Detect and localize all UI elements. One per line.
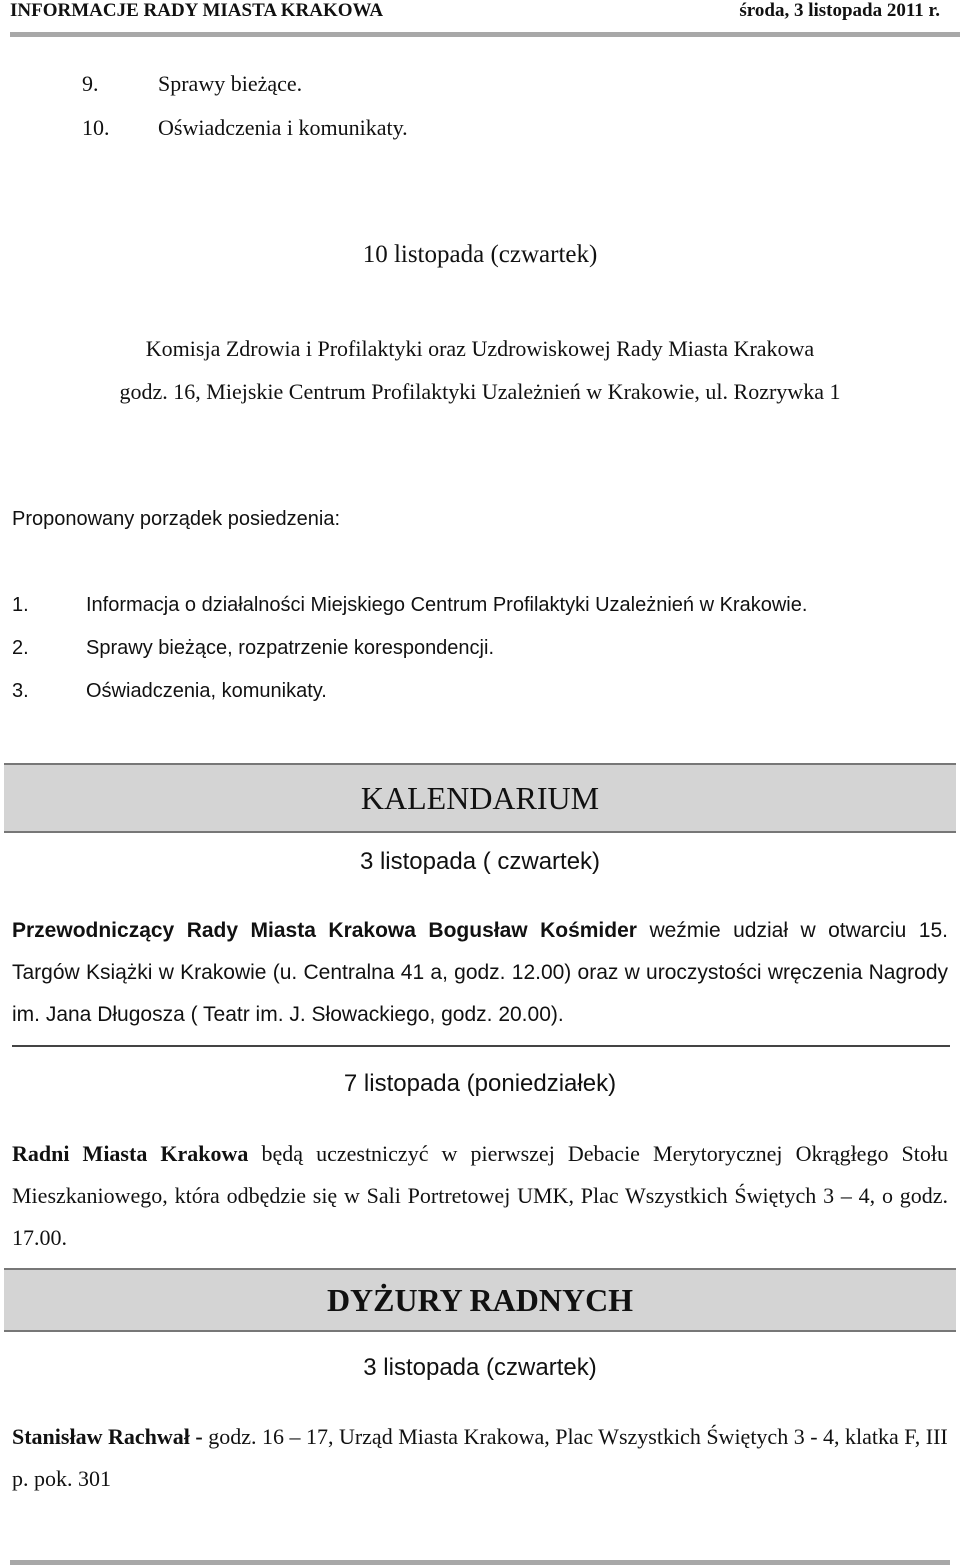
- session-date: 10 listopada (czwartek): [362, 241, 598, 268]
- calendar-entry-description: weźmie udział w otwarciu 15. Targów Książki w Krakowie (u. Centralna 41 a, godz. 12.00) oraz w uroczystości wręczenia Nagrody im. Jana Długosza ( Teatr im. J. Słowackiego, godz. 20.00).: [12, 919, 948, 1026]
- list-item-text: Oświadczenia i komunikaty.: [158, 115, 408, 140]
- list-item-text: Sprawy bieżące.: [158, 71, 303, 96]
- session-place: godz. 16, Miejskie Centrum Profilaktyki Uzależnień w Krakowie, ul. Rozrywka 1: [119, 379, 841, 404]
- page-header: [10, 0, 950, 38]
- publication-title: INFORMACJE RADY MIASTA KRAKOWA: [10, 0, 384, 21]
- agenda-title: Proponowany porządek posiedzenia:: [12, 508, 340, 530]
- publication-date: środa, 3 listopada 2011 r.: [739, 0, 940, 21]
- calendar-entry-date: 7 listopada (poniedziałek): [343, 1070, 617, 1097]
- duty-date: 3 listopada (czwartek): [363, 1354, 597, 1381]
- calendar-entry-description: będą uczestniczyć w pierwszej Debacie Merytorycznej Okrągłego Stołu Mieszkaniowego, która odbędzie się w Sali Portretowej UMK, Plac Wszystkich Świętych 3 – 4, o godz. 17.00.: [12, 1141, 948, 1250]
- agenda-item-number: 1.: [12, 594, 29, 616]
- agenda-item-text: Sprawy bieżące, rozpatrzenie korespondencji.: [86, 637, 494, 659]
- list-item-number: 10.: [82, 115, 110, 140]
- duty-person: Stanisław Rachwał -: [12, 1424, 203, 1449]
- agenda-item-number: 3.: [12, 680, 29, 702]
- footer-rule: [10, 1560, 950, 1565]
- section-divider: [12, 1045, 950, 1047]
- duty-description: godz. 16 – 17, Urząd Miasta Krakowa, Plac Wszystkich Świętych 3 - 4, klatka F, III p. pok. 301: [12, 1424, 948, 1491]
- calendar-entry-person: Przewodniczący Rady Miasta Krakowa Bogusław Kośmider: [12, 919, 637, 942]
- agenda-item-number: 2.: [12, 637, 29, 659]
- calendar-entry-date: 3 listopada ( czwartek): [359, 848, 601, 875]
- calendar-entry-text: [12, 910, 948, 1036]
- calendar-entry-person: Radni Miasta Krakowa: [12, 1141, 249, 1166]
- dyzury-title: DYŻURY RADNYCH: [326, 1282, 634, 1318]
- dyzury-banner: [4, 1268, 956, 1332]
- header-rule: [10, 32, 960, 37]
- agenda-item-text: Oświadczenia, komunikaty.: [86, 680, 327, 702]
- commission-name: Komisja Zdrowia i Profilaktyki oraz Uzdrowiskowej Rady Miasta Krakowa: [145, 336, 815, 361]
- list-item-number: 9.: [82, 71, 99, 96]
- agenda-item-text: Informacja o działalności Miejskiego Centrum Profilaktyki Uzależnień w Krakowie.: [86, 594, 808, 616]
- calendar-entry-text: [12, 1133, 948, 1259]
- duty-entry-text: [12, 1416, 948, 1500]
- kalendarium-title: KALENDARIUM: [360, 780, 600, 816]
- kalendarium-banner: [4, 763, 956, 833]
